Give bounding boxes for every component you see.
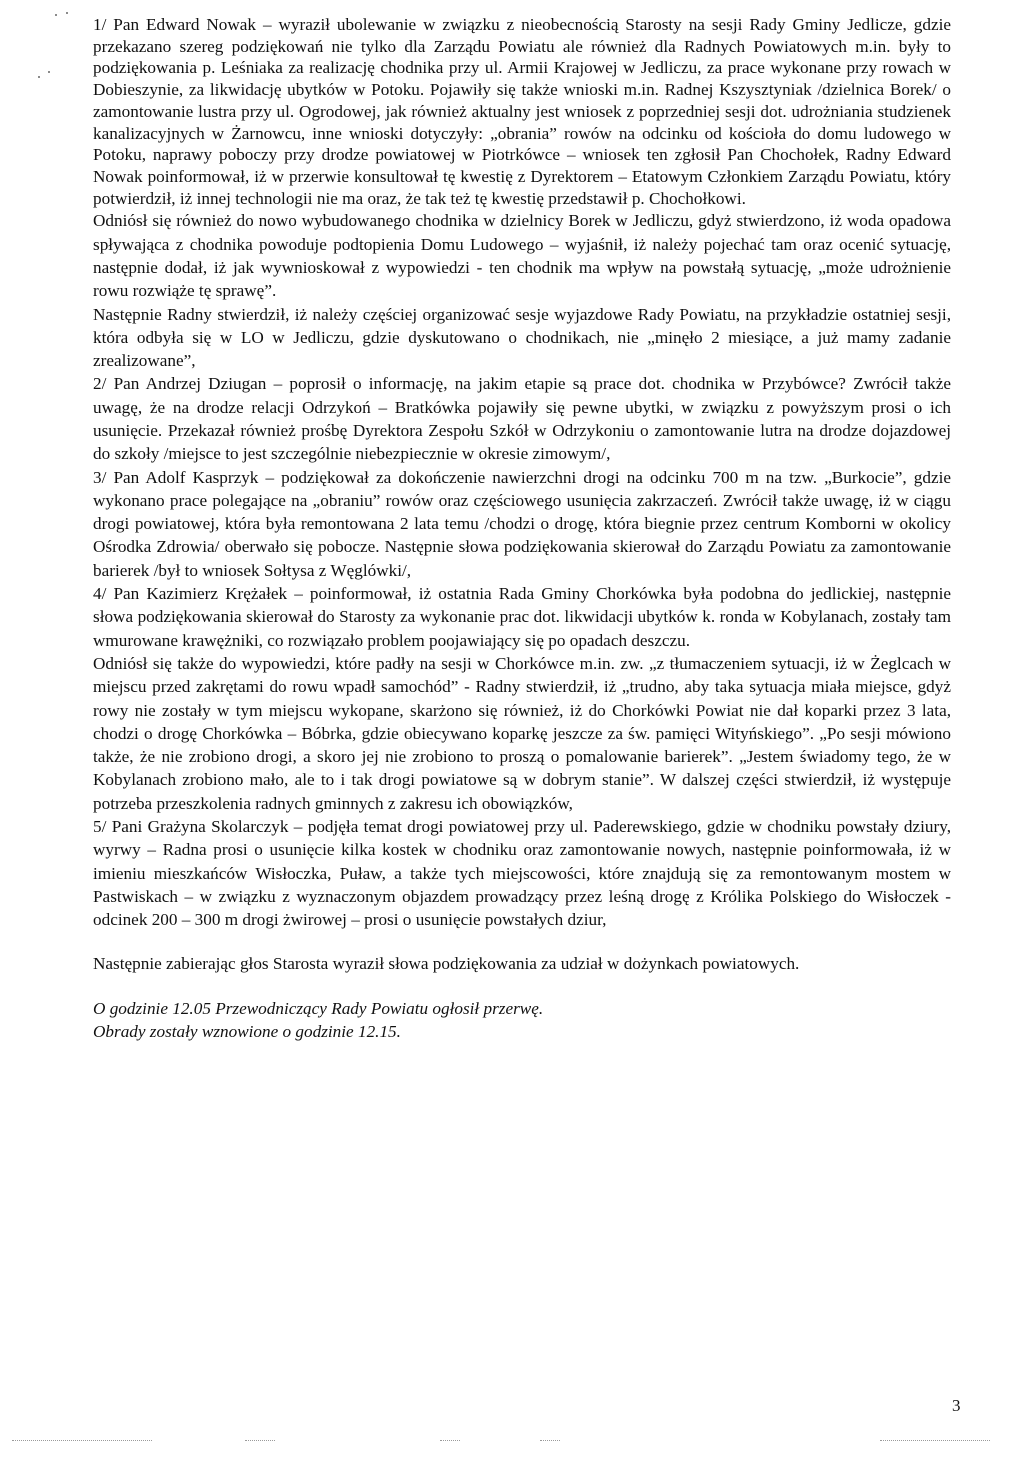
scan-speck (48, 71, 50, 73)
paragraph-borek-sidewalk: Odniósł się również do nowo wybudowanego chodnika w dzielnicy Borek w Jedliczu, gdyż stwierdzono, iż woda opadowa spływająca z chodnika powoduje podtopienia Domu Ludowego – wyjaśnił, iż należy pojechać tam oraz ocenić sytuację, następnie dodał, iż jak wywnioskował z wypowiedzi - ten chodnik ma wpływ na powstałą sytuację, „może udrożnienie rowu rozwiąże tę sprawę”. (93, 211, 951, 301)
paragraph-speaker-2: 2/ Pan Andrzej Dziugan – poprosił o informację, na jakim etapie są prace dot. chodnika w Przybówce? Zwrócił także uwagę, że na drodze relacji Odrzykoń – Bratkówka pojawiły się pewne ubytki, w związku z powyższym prosi o ich usunięcie. Przekazał również prośbę Dyrektora Zespołu Szkół w Odrzykoniu o zamontowanie lutra na drodze dojazdowej do szkoły /miejsce to jest szczególnie niebezpiecznie w okresie zimowym/, (93, 374, 951, 464)
note-resumed: Obrady zostały wznowione o godzinie 12.15. (93, 1022, 401, 1042)
footer-rule (440, 1440, 460, 1441)
paragraph-starosta-thanks: Następnie zabierając głos Starosta wyraził słowa podziękowania za udział w dożynkach powiatowych. (93, 953, 800, 973)
footer-rule (12, 1440, 152, 1441)
scan-speck (66, 12, 68, 14)
paragraph-speaker-5: 5/ Pani Grażyna Skolarczyk – podjęła temat drogi powiatowej przy ul. Paderewskiego, gdzie w chodniku powstały dziury, wyrwy – Radna prosi o usunięcie kilka kostek w chodniku oraz zamontowanie nowych, następnie poinformowała, iż w imieniu mieszkańców Wisłoczka, Puław, a także tych miejscowości, które znajdują się za remontowanym mostem w Pastwiskach – w związku z wyznaczonym objazdem prowadzący przez leśną drogę z Królika Polskiego do Wisłoczek - odcinek 200 – 300 m drogi żwirowej – prosi o usunięcie powstałych dziur, (93, 817, 951, 930)
scan-speck (55, 14, 57, 16)
paragraph-away-sessions: Następnie Radny stwierdził, iż należy częściej organizować sesje wyjazdowe Rady Powiatu, na przykładzie ostatniej sesji, która odbyła się w LO w Jedliczu, gdzie dyskutowano o chodnikach, nie „minęło 2 miesiące, a już mamy zadanie zrealizowane”, (93, 304, 951, 371)
scan-speck (38, 76, 40, 78)
paragraph-speaker-3: 3/ Pan Adolf Kasprzyk – podziękował za dokończenie nawierzchni drogi na odcinku 700 m na tzw. „Burkocie”, gdzie wykonano prace polegające na „obraniu” rowów oraz częściowego usunięcia zakrzaczeń. Zwrócił także uwagę, iż w ciągu drogi powiatowej, która była remontowana 2 lata temu /chodzi o drogę, która biegnie przez centrum Komborni w okolicy Ośrodka Zdrowia/ oberwało się pobocze. Następnie słowa podziękowania skierował do Zarządu Powiatu za zamontowanie barierek /był to wniosek Sołtysa z Węglówki/, (93, 467, 951, 580)
footer-rule (880, 1440, 990, 1441)
document-body (93, 14, 951, 1043)
footer-rule (540, 1440, 560, 1441)
paragraph-speaker-4: 4/ Pan Kazimierz Krężałek – poinformował, iż ostatnia Rada Gminy Chorkówka była podobna do jedlickiej, następnie słowa podziękowania skierował do Starosty za wykonanie prac dot. likwidacji ubytków k. ronda w Kobylanach, zostały tam wmurowane krawężniki, co rozwiązało problem poojawiający się po opadach deszczu. (93, 584, 951, 650)
page-number: 3 (952, 1396, 961, 1415)
note-break: O godzinie 12.05 Przewodniczący Rady Powiatu ogłosił przerwę. (93, 998, 544, 1018)
footer-rule (245, 1440, 275, 1441)
paragraph-speaker-1: 1/ Pan Edward Nowak – wyraził ubolewanie w związku z nieobecnością Starosty na sesji Rady Gminy Jedlicze, gdzie przekazano szereg podziękowań nie tylko dla Zarządu Powiatu ale również dla Radnych Powiatowych m.in. były to podziękowania p. Leśniaka za realizację chodnika przy ul. Armii Krajowej w Jedliczu, za prace wykonane przy rowach w Dobieszynie, za likwidację ubytków w Potoku. Pojawiły się także wnioski m.in. Radnej Kszysztyniak /dzielnica Borek/ o zamontowanie lustra przy ul. Ogrodowej, jak również aktualny jest wniosek z poprzedniej sesji dot. udrożniania studzienek kanalizacyjnych w Żarnowcu, inne wnioski dotyczyły: „obrania” rowów na odcinku od kościoła do domu ludowego w Potoku, naprawy poboczy przy drodze powiatowej w Piotrkówce – wniosek ten zgłosił Pan Chochołek, Radny Edward Nowak poinformował, iż w przerwie konsultował tę kwestię z Dyrektorem – Etatowym Członkiem Zarządu Powiatu, który potwierdził, iż innej technologii nie ma oraz, że tak też tę kwestię przedstawił p. Chochołkowi. (93, 15, 951, 208)
paragraph-chorkowka-session: Odniósł się także do wypowiedzi, które padły na sesji w Chorkówce m.in. zw. „z tłumaczeniem sytuacji, iż w Żeglcach w miejscu przed zakrętami do rowu wpadł samochód” - Radny stwierdził, iż „trudno, aby taka sytuacja miała miejsce, gdyż rowy nie zostały w tym miejscu wykopane, skarżono się również, iż do Chorkówki Powiat nie dał koparki przez 3 lata, chodzi o drogę Chorkówka – Bóbrka, gdzie obiecywano koparkę jeszcze za św. pamięci Wityńskiego”. „Po sesji mówiono także, że nie zrobiono drogi, a skoro jej nie zrobiono to proszą o pomalowanie barierek”. „Jestem świadomy tego, że w Kobylanach zrobiono mało, ale to i tak drogi powiatowe są w dobrym stanie”. W dalszej części stwierdził, iż występuje potrzeba przeszkolenia radnych gminnych z zakresu ich obowiązków, (93, 653, 951, 813)
